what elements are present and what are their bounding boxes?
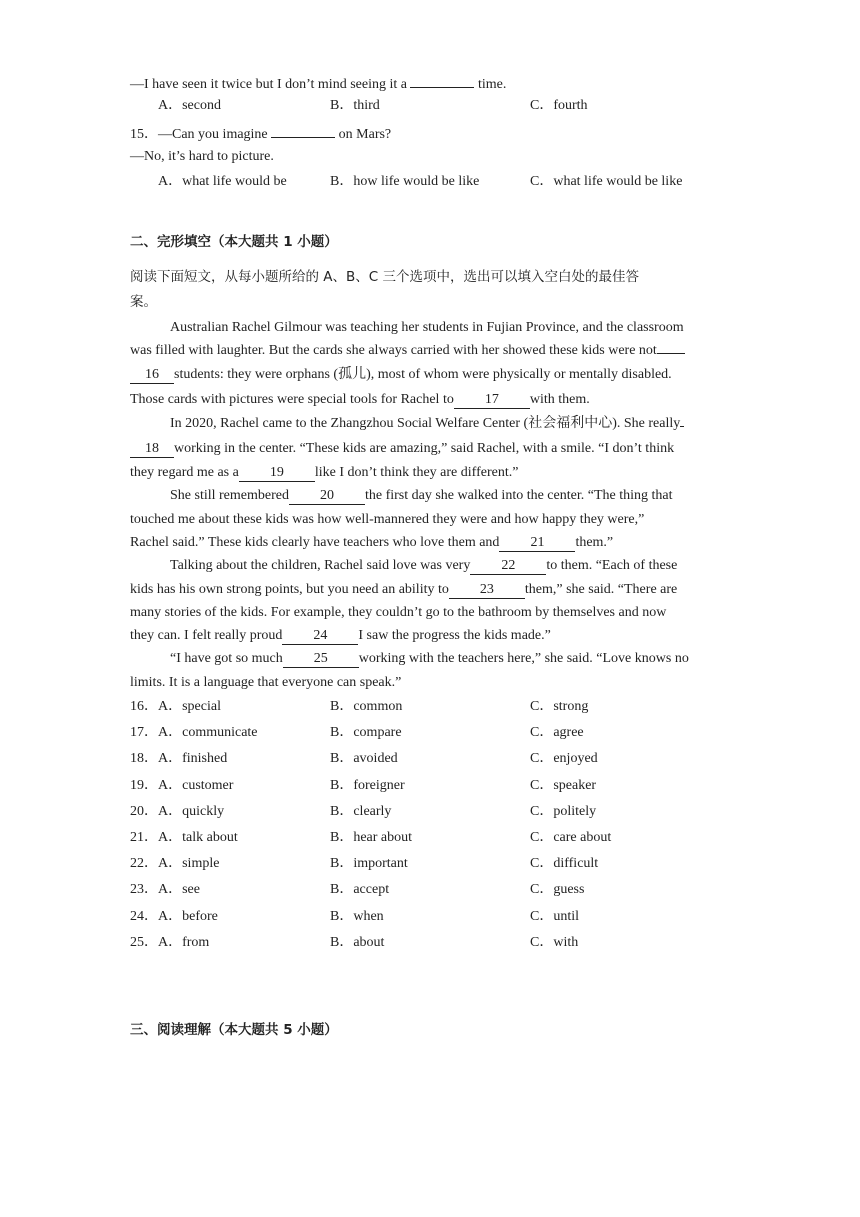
passage-text: like I don’t think they are different.” bbox=[314, 465, 519, 480]
option-b: B．important bbox=[330, 856, 408, 871]
q15-stem-before: —Can you imagine bbox=[158, 127, 268, 142]
question-number: 18． bbox=[130, 751, 158, 766]
passage-text: kids has his own strong points, but you need an ability to bbox=[130, 582, 449, 597]
passage-line: limits. It is a language that everyone can speak.” bbox=[130, 675, 402, 690]
passage-line bbox=[170, 557, 677, 575]
option-a: A．see bbox=[158, 882, 200, 897]
q15-stem-after: on Mars? bbox=[335, 127, 392, 142]
passage-text: to them. “Each of these bbox=[546, 558, 678, 573]
question-number: 25． bbox=[130, 935, 158, 950]
passage-line bbox=[130, 581, 677, 599]
passage-text: In 2020, Rachel came to the Zhangzhou Social Welfare Center (社会福利中心). She really bbox=[170, 416, 681, 431]
option-a: A．talk about bbox=[158, 830, 238, 845]
q15-option-b: B．how life would be like bbox=[330, 174, 480, 189]
option-c: C．strong bbox=[530, 699, 589, 714]
section2-instruction-line2: 案。 bbox=[130, 294, 157, 310]
q14-option-c: C．fourth bbox=[530, 98, 588, 113]
option-a: A．quickly bbox=[158, 804, 225, 819]
q15-number: 15． bbox=[130, 127, 158, 142]
passage-text: was filled with laughter. But the cards she always carried with her showed these kids were not bbox=[130, 343, 657, 358]
passage-text: working with the teachers here,” she said. “Love knows no bbox=[358, 651, 689, 666]
q15-option-a: A．what life would be bbox=[158, 174, 287, 189]
q14-option-b: B．third bbox=[330, 98, 380, 113]
q14-option-a: A．second bbox=[158, 98, 221, 113]
passage-text: She still remembered bbox=[170, 488, 289, 503]
gap-23: 23 bbox=[449, 582, 525, 599]
gap-19: 19 bbox=[239, 465, 315, 482]
q14-blank bbox=[410, 73, 474, 88]
gap-18-start bbox=[680, 426, 684, 427]
gap-21: 21 bbox=[499, 535, 575, 552]
gap-16: 16 bbox=[130, 367, 174, 384]
passage-text: they regard me as a bbox=[130, 465, 239, 480]
passage-line bbox=[170, 650, 689, 668]
option-b: B．when bbox=[330, 909, 384, 924]
question-number: 17． bbox=[130, 725, 158, 740]
passage-text: they can. I felt really proud bbox=[130, 628, 283, 643]
gap-24: 24 bbox=[282, 628, 358, 645]
passage-text: students: they were orphans (孤儿), most of whom were physically or mentally disabled. bbox=[174, 367, 672, 382]
q15-blank bbox=[271, 123, 335, 138]
option-a: A．simple bbox=[158, 856, 220, 871]
question-number: 19． bbox=[130, 778, 158, 793]
question-number: 21． bbox=[130, 830, 158, 845]
option-c: C．enjoyed bbox=[530, 751, 598, 766]
gap-18: 18 bbox=[130, 441, 174, 458]
option-b: B．accept bbox=[330, 882, 390, 897]
section2-heading: 二、完形填空（本大题共 1 小题） bbox=[130, 234, 338, 250]
passage-text: them,” she said. “There are bbox=[524, 582, 678, 597]
gap-25: 25 bbox=[283, 651, 359, 668]
option-c: C．until bbox=[530, 909, 580, 924]
passage-text: Talking about the children, Rachel said love was very bbox=[170, 558, 471, 573]
passage-line bbox=[130, 440, 674, 458]
option-a: A．finished bbox=[158, 751, 228, 766]
passage-text: the first day she walked into the center. “The thing that bbox=[364, 488, 673, 503]
section2-instruction-line1: 阅读下面短文，从每小题所给的 A、B、C 三个选项中，选出可以填入空白处的最佳答 bbox=[130, 269, 640, 285]
option-b: B．hear about bbox=[330, 830, 413, 845]
passage-text: them.” bbox=[575, 535, 614, 550]
q14-stem-after: time. bbox=[474, 77, 507, 92]
option-c: C．difficult bbox=[530, 856, 599, 871]
option-b: B．about bbox=[330, 935, 385, 950]
passage-line: many stories of the kids. For example, they couldn’t go to the bathroom by themselves and now bbox=[130, 605, 667, 620]
gap-20: 20 bbox=[289, 488, 365, 505]
passage-text: working in the center. “These kids are amazing,” said Rachel, with a smile. “I don’t think bbox=[174, 441, 675, 456]
question-number: 16． bbox=[130, 699, 158, 714]
q15-reply: —No, it’s hard to picture. bbox=[130, 149, 274, 164]
passage-line: Australian Rachel Gilmour was teaching her students in Fujian Province, and the classroom bbox=[170, 320, 684, 335]
gap-22: 22 bbox=[470, 558, 546, 575]
passage-text: with them. bbox=[529, 392, 590, 407]
option-b: B．clearly bbox=[330, 804, 392, 819]
question-number: 22． bbox=[130, 856, 158, 871]
gap-17: 17 bbox=[454, 392, 530, 409]
option-b: B．common bbox=[330, 699, 403, 714]
q15-stem bbox=[130, 123, 391, 144]
option-a: A．from bbox=[158, 935, 210, 950]
option-c: C．agree bbox=[530, 725, 584, 740]
option-a: A．communicate bbox=[158, 725, 258, 740]
option-c: C．speaker bbox=[530, 778, 597, 793]
question-number: 20． bbox=[130, 804, 158, 819]
passage-line bbox=[170, 487, 672, 505]
passage-line bbox=[170, 415, 684, 433]
option-c: C．guess bbox=[530, 882, 585, 897]
passage-line bbox=[130, 342, 685, 360]
option-a: A．before bbox=[158, 909, 218, 924]
option-c: C．with bbox=[530, 935, 579, 950]
question-number: 23． bbox=[130, 882, 158, 897]
passage-text: Those cards with pictures were special tools for Rachel to bbox=[130, 392, 454, 407]
passage-line bbox=[130, 464, 518, 482]
passage-text: Rachel said.” These kids clearly have teachers who love them and bbox=[130, 535, 500, 550]
option-a: A．customer bbox=[158, 778, 234, 793]
passage-text: “I have got so much bbox=[170, 651, 283, 666]
passage-line bbox=[130, 534, 613, 552]
section3-heading: 三、阅读理解（本大题共 5 小题） bbox=[130, 1022, 338, 1038]
q14-stem bbox=[130, 73, 506, 94]
option-b: B．avoided bbox=[330, 751, 398, 766]
option-c: C．care about bbox=[530, 830, 612, 845]
passage-line: touched me about these kids was how well-mannered they were and how happy they were,” bbox=[130, 512, 645, 527]
passage-text: I saw the progress the kids made.” bbox=[358, 628, 551, 643]
passage-line bbox=[130, 627, 551, 645]
q14-stem-before: —I have seen it twice but I don’t mind seeing it a bbox=[130, 77, 407, 92]
option-b: B．compare bbox=[330, 725, 402, 740]
option-a: A．special bbox=[158, 699, 221, 714]
q15-option-c: C．what life would be like bbox=[530, 174, 683, 189]
passage-line bbox=[130, 366, 672, 384]
gap-16-start bbox=[657, 353, 685, 354]
option-c: C．politely bbox=[530, 804, 597, 819]
passage-line bbox=[130, 391, 590, 409]
option-b: B．foreigner bbox=[330, 778, 405, 793]
question-number: 24． bbox=[130, 909, 158, 924]
